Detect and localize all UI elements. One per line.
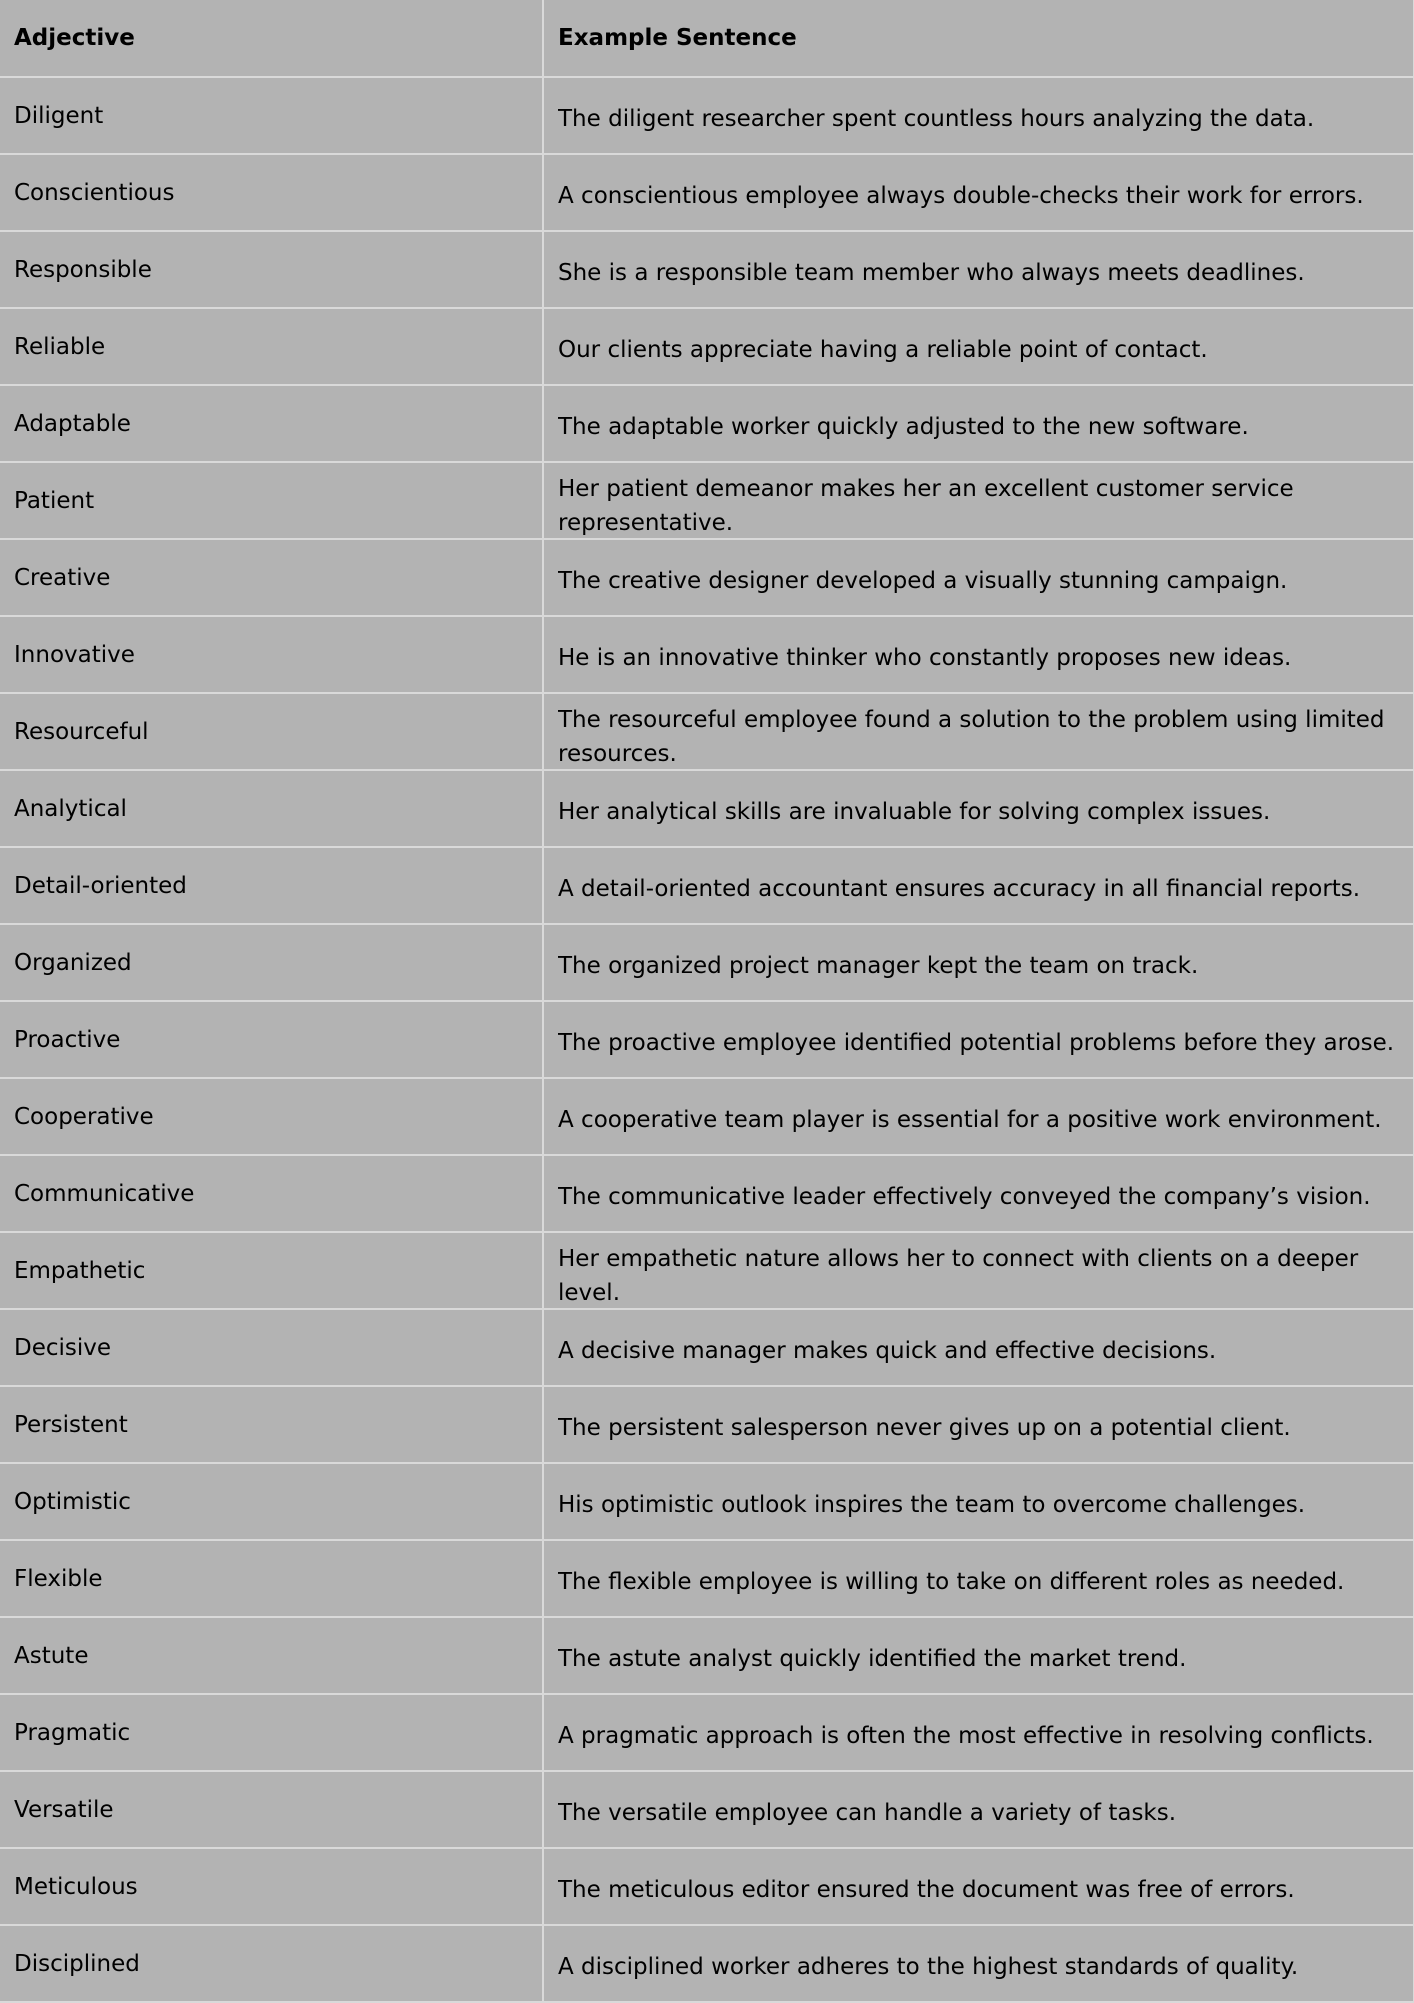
table-row <box>0 154 1414 231</box>
example-sentence-cell <box>543 847 1414 924</box>
example-sentence-text: A disciplined worker adheres to the highest standards of quality. <box>558 1953 1299 1980</box>
table-row <box>0 1001 1414 1078</box>
example-sentence-text: Her patient demeanor makes her an excellent customer service representative. <box>558 475 1294 536</box>
table-header-row <box>0 0 1414 77</box>
example-sentence-text: The communicative leader effectively conveyed the company’s vision. <box>558 1183 1371 1210</box>
table-row <box>0 924 1414 1001</box>
table-row <box>0 385 1414 462</box>
table-row <box>0 1617 1414 1694</box>
adjective-cell: Cooperative <box>0 1078 543 1155</box>
example-sentence-cell <box>543 1078 1414 1155</box>
adjective-cell: Adaptable <box>0 385 543 462</box>
example-sentence-cell <box>543 1001 1414 1078</box>
example-sentence-text: Her analytical skills are invaluable for solving complex issues. <box>558 798 1271 825</box>
table-row <box>0 1078 1414 1155</box>
adjective-cell: Analytical <box>0 770 543 847</box>
adjective-cell: Versatile <box>0 1771 543 1848</box>
adjective-cell: Astute <box>0 1617 543 1694</box>
example-sentence-cell <box>543 1771 1414 1848</box>
header-adjective: Adjective <box>0 0 543 77</box>
adjective-cell: Resourceful <box>0 693 543 770</box>
adjective-cell: Empathetic <box>0 1232 543 1309</box>
adjective-cell: Meticulous <box>0 1848 543 1925</box>
example-sentence-text: Her empathetic nature allows her to connect with clients on a deeper level. <box>558 1245 1359 1306</box>
example-sentence-text: The adaptable worker quickly adjusted to the new software. <box>558 413 1249 440</box>
example-sentence-cell <box>543 154 1414 231</box>
example-sentence-text: A pragmatic approach is often the most effective in resolving conflicts. <box>558 1722 1374 1749</box>
example-sentence-cell <box>543 1309 1414 1386</box>
example-sentence-cell <box>543 1925 1414 2002</box>
adjective-cell: Creative <box>0 539 543 616</box>
table-row <box>0 770 1414 847</box>
example-sentence-text: His optimistic outlook inspires the team to overcome challenges. <box>558 1491 1306 1518</box>
example-sentence-cell <box>543 385 1414 462</box>
table-row <box>0 1386 1414 1463</box>
table-row <box>0 1848 1414 1925</box>
example-sentence-cell <box>543 1848 1414 1925</box>
example-sentence-cell <box>543 1463 1414 1540</box>
table-row <box>0 616 1414 693</box>
adjective-cell: Detail-oriented <box>0 847 543 924</box>
table-row <box>0 1771 1414 1848</box>
example-sentence-text: The organized project manager kept the team on track. <box>558 952 1199 979</box>
example-sentence-text: He is an innovative thinker who constantly proposes new ideas. <box>558 644 1292 671</box>
example-sentence-text: The flexible employee is willing to take on different roles as needed. <box>558 1568 1345 1595</box>
table-row <box>0 462 1414 539</box>
adjective-cell: Pragmatic <box>0 1694 543 1771</box>
example-sentence-text: The meticulous editor ensured the document was free of errors. <box>558 1876 1295 1903</box>
adjective-cell: Proactive <box>0 1001 543 1078</box>
example-sentence-cell <box>543 1232 1414 1309</box>
example-sentence-cell <box>543 924 1414 1001</box>
example-sentence-text: The proactive employee identified potential problems before they arose. <box>558 1029 1395 1056</box>
example-sentence-text: The resourceful employee found a solution to the problem using limited resources. <box>558 706 1385 767</box>
table-row <box>0 77 1414 154</box>
table-row <box>0 1309 1414 1386</box>
table-row <box>0 1540 1414 1617</box>
example-sentence-text: The persistent salesperson never gives up on a potential client. <box>558 1414 1291 1441</box>
example-sentence-cell <box>543 1386 1414 1463</box>
table-row <box>0 539 1414 616</box>
table-row <box>0 1463 1414 1540</box>
example-sentence-text: The astute analyst quickly identified the market trend. <box>558 1645 1187 1672</box>
adjective-cell: Innovative <box>0 616 543 693</box>
adjective-cell: Patient <box>0 462 543 539</box>
adjective-cell: Decisive <box>0 1309 543 1386</box>
adjective-cell: Flexible <box>0 1540 543 1617</box>
adjective-cell: Conscientious <box>0 154 543 231</box>
table-row <box>0 1694 1414 1771</box>
table-row <box>0 231 1414 308</box>
adjective-cell: Diligent <box>0 77 543 154</box>
adjective-cell: Optimistic <box>0 1463 543 1540</box>
adjective-cell: Persistent <box>0 1386 543 1463</box>
example-sentence-cell <box>543 308 1414 385</box>
table-row <box>0 1232 1414 1309</box>
example-sentence-cell <box>543 1617 1414 1694</box>
example-sentence-cell <box>543 1694 1414 1771</box>
example-sentence-text: The diligent researcher spent countless hours analyzing the data. <box>558 105 1315 132</box>
adjective-cell: Reliable <box>0 308 543 385</box>
adjective-cell: Disciplined <box>0 1925 543 2002</box>
adjective-cell: Communicative <box>0 1155 543 1232</box>
example-sentence-text: Our clients appreciate having a reliable point of contact. <box>558 336 1208 363</box>
example-sentence-cell <box>543 770 1414 847</box>
table-row <box>0 847 1414 924</box>
example-sentence-text: A detail-oriented accountant ensures accuracy in all financial reports. <box>558 875 1361 902</box>
example-sentence-text: A decisive manager makes quick and effective decisions. <box>558 1337 1217 1364</box>
adjective-cell: Responsible <box>0 231 543 308</box>
example-sentence-cell <box>543 1540 1414 1617</box>
example-sentence-text: A conscientious employee always double-checks their work for errors. <box>558 182 1364 209</box>
example-sentence-text: A cooperative team player is essential for a positive work environment. <box>558 1106 1382 1133</box>
example-sentence-text: The versatile employee can handle a variety of tasks. <box>558 1799 1177 1826</box>
example-sentence-cell <box>543 1155 1414 1232</box>
example-sentence-cell <box>543 462 1414 539</box>
table-row <box>0 308 1414 385</box>
example-sentence-text: She is a responsible team member who always meets deadlines. <box>558 259 1305 286</box>
table-body <box>0 77 1414 2002</box>
example-sentence-text: The creative designer developed a visually stunning campaign. <box>558 567 1288 594</box>
example-sentence-cell <box>543 693 1414 770</box>
example-sentence-cell <box>543 231 1414 308</box>
example-sentence-cell <box>543 539 1414 616</box>
table-row <box>0 1155 1414 1232</box>
adjective-cell: Organized <box>0 924 543 1001</box>
header-example-sentence: Example Sentence <box>543 0 1414 77</box>
example-sentence-cell <box>543 616 1414 693</box>
table-row <box>0 693 1414 770</box>
table-row <box>0 1925 1414 2002</box>
example-sentence-cell <box>543 77 1414 154</box>
